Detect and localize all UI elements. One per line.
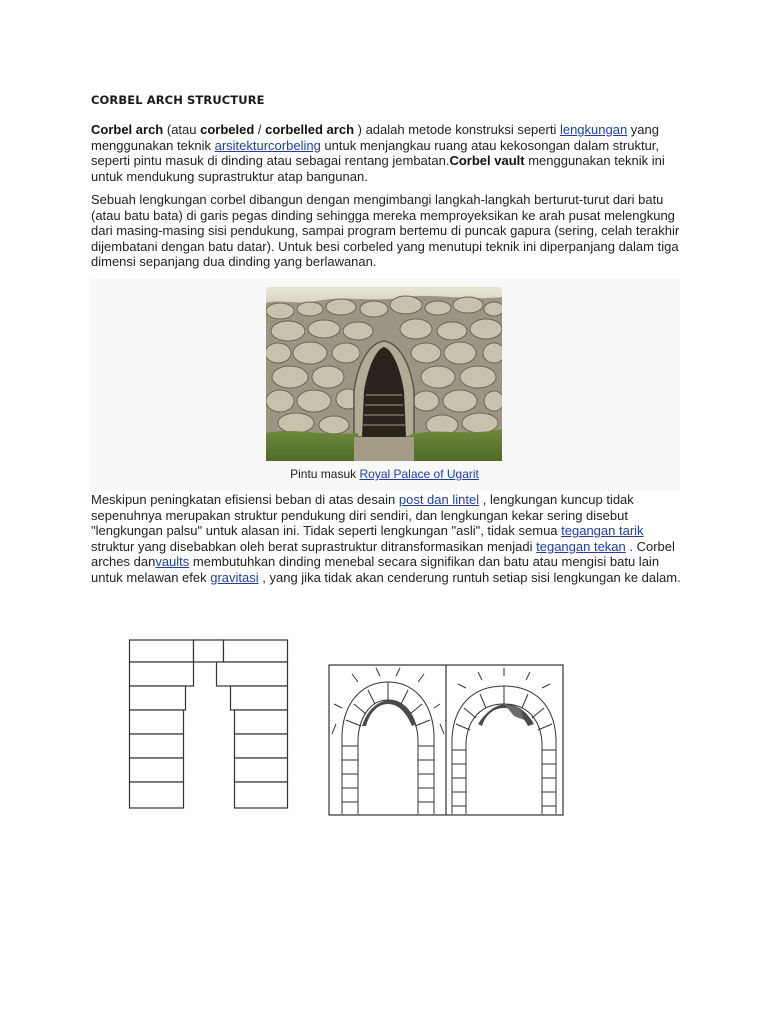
page-title: CORBEL ARCH STRUCTURE — [91, 93, 265, 107]
arch-comparison-diagram — [328, 664, 564, 816]
text-run: struktur yang disebabkan oleh berat suprastruktur ditransformasikan menjadi — [91, 538, 537, 554]
text-run: untuk menjangkau ruang atau kekosongan dalam struktur, seperti pintu masuk di dinding atau sebagai rentang jembatan. — [91, 137, 660, 169]
text-run: membutuhkan dinding menebal secara signifikan dan batu atau mengisi batu lain untuk melawan efek — [91, 554, 660, 585]
efficiency-paragraph — [91, 492, 681, 586]
term-corbelled-arch: corbelled arch — [265, 122, 355, 137]
caption-text: Pintu masuk — [290, 467, 360, 481]
text-run: / — [254, 122, 266, 137]
term-corbel-vault: Corbel vault — [449, 153, 525, 169]
link-tegangan-tekan[interactable]: tegangan tekan — [536, 538, 626, 554]
term-corbeled: corbeled — [200, 122, 255, 137]
text-run: yang menggunakan teknik — [91, 122, 659, 153]
text-run: . Corbel arches dan — [91, 538, 675, 570]
link-post-dan-lintel[interactable]: post dan lintel — [398, 492, 480, 507]
corbel-arch-diagram — [128, 638, 290, 810]
construction-paragraph: Sebuah lengkungan corbel dibangun dengan mengimbangi langkah-langkah berturut-turut dari batu (atau batu bata) di garis pegas dinding sehingga mereka memproyeksikan ke arah pusat melengkung dari masing-masing sisi pendukung, sampai program bertemu di puncak gapura (sering, celah terakhir dijembatani dengan batu datar). Untuk besi corbeled yang menutupi teknik ini diperpanjang dalam tiga dimensi sepanjang dua dinding yang berlawanan. — [91, 192, 680, 270]
text-run: Meskipun peningkatan efisiensi beban di atas desain — [91, 492, 399, 507]
photo-caption — [89, 467, 680, 481]
term-corbel-arch: Corbel arch — [91, 122, 164, 137]
link-royal-palace-ugarit[interactable]: Royal Palace of Ugarit — [359, 467, 479, 481]
text-run: menggunakan teknik ini untuk mendukung suprastruktur atap bangunan. — [91, 153, 665, 184]
text-run: (atau — [163, 122, 201, 137]
text-run: , yang jika tidak akan cenderung runtuh setiap sisi lengkungan ke dalam. — [258, 569, 681, 585]
link-lengkungan[interactable]: lengkungan — [559, 122, 628, 137]
ugarit-entrance-photo — [266, 287, 502, 461]
link-arsitekturcorbeling[interactable]: arsitekturcorbeling — [214, 137, 321, 153]
link-vaults[interactable]: vaults — [155, 554, 190, 570]
text-run: ) adalah metode konstruksi seperti — [354, 122, 560, 137]
text-run: , lengkungan kuncup tidak sepenuhnya merupakan struktur pendukung diri sendiri, dan lengkungan kekar sering disebut "lengkungan palsu" untuk alasan ini. Tidak seperti lengkungan "asli", tidak semua — [91, 492, 634, 539]
intro-paragraph — [91, 122, 681, 184]
link-tegangan-tarik[interactable]: tegangan tarik — [561, 523, 644, 539]
link-gravitasi[interactable]: gravitasi — [210, 569, 259, 585]
